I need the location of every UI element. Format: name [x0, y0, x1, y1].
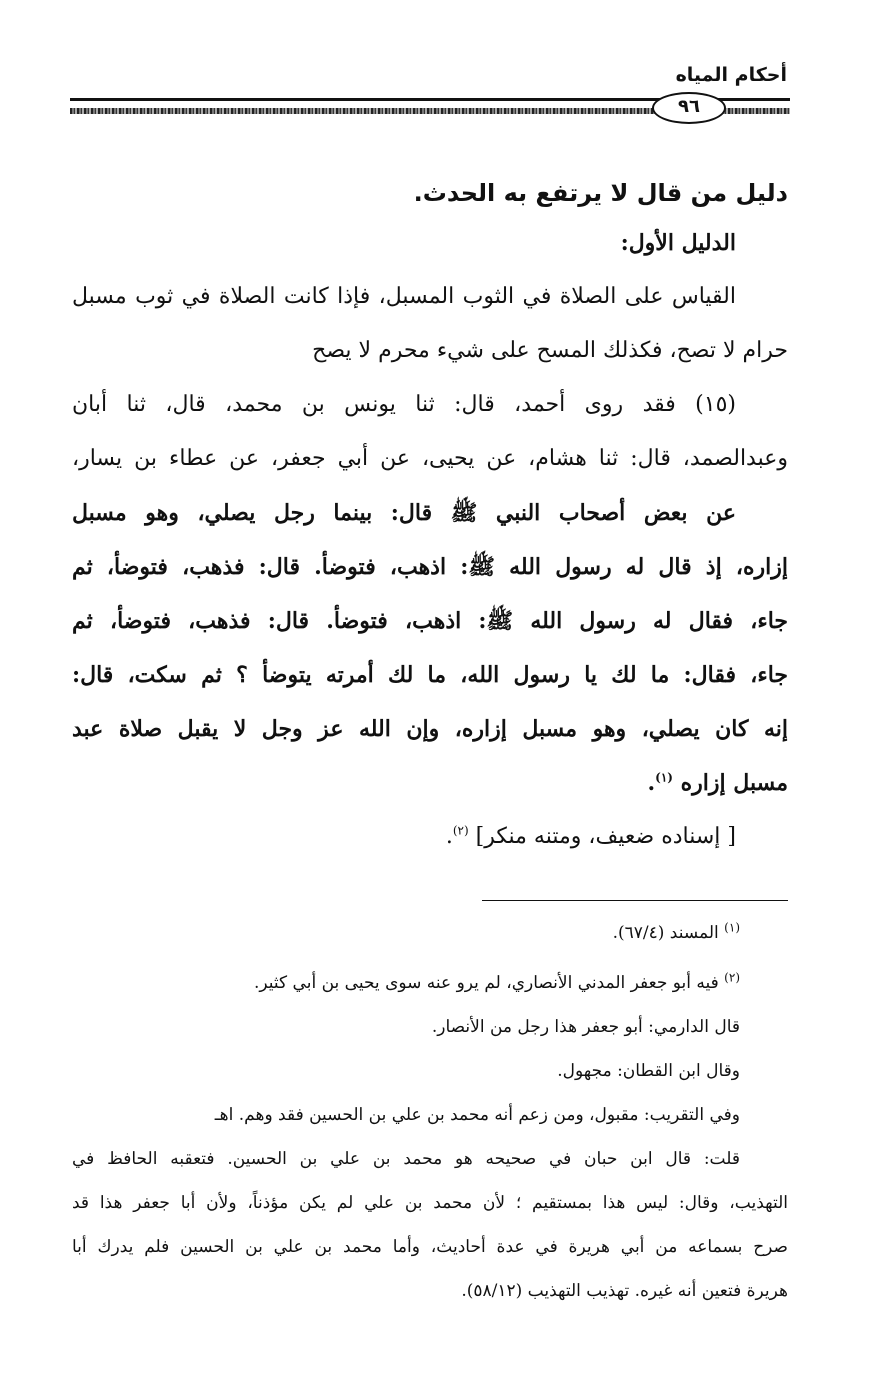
sub-heading: الدليل الأول: — [620, 230, 736, 256]
section-heading: دليل من قال لا يرتفع به الحدث. — [413, 179, 788, 207]
hadith-text: مسبل إزاره — [680, 770, 788, 796]
hadith-line: إنه كان يصلي، وهو مسبل إزاره، وإن الله عز وجل لا يقبل صلاة عبد — [72, 716, 788, 742]
page-number: ٩٦ — [652, 92, 726, 124]
footnote-mark: (١) — [724, 920, 740, 935]
hadith-line: إزاره، إذ قال له رسول الله ﷺ: اذهب، فتوضأ. قال: فذهب، فتوضأ، ثم — [72, 554, 788, 580]
footnote-ref-2: (٢) — [452, 823, 469, 838]
footnote-2 — [72, 968, 788, 1000]
footnote-text: فيه أبو جعفر المدني الأنصاري، لم يرو عنه سوى يحيى بن أبي كثير. — [254, 973, 719, 993]
footnote-line: وفي التقريب: مقبول، ومن زعم أنه محمد بن علي بن الحسين فقد وهم. اهـ — [214, 1105, 740, 1125]
footnote-1 — [72, 918, 788, 950]
hadith-line-last — [72, 766, 788, 802]
grading-line — [72, 820, 788, 856]
footnote-line: وقال ابن القطان: مجهول. — [557, 1061, 740, 1081]
footnote-mark: (٢) — [724, 970, 740, 985]
hadith-line: جاء، فقال: ما لك يا رسول الله، ما لك أمرته يتوضأ ؟ ثم سكت، قال: — [72, 662, 788, 688]
grading-text: [ إسناده ضعيف، ومتنه منكر] — [475, 824, 736, 849]
isnad-line: (١٥) فقد روى أحمد، قال: ثنا يونس بن محمد، قال، ثنا أبان — [72, 392, 736, 417]
footnote-text: المسند (٦٧/٤). — [612, 923, 719, 943]
paragraph-line: حرام لا تصح، فكذلك المسح على شيء محرم لا يصح — [312, 338, 788, 363]
period: . — [445, 824, 453, 849]
footnote-line: قال الدارمي: أبو جعفر هذا رجل من الأنصار. — [431, 1017, 740, 1037]
footnote-ref-1: (١) — [655, 770, 673, 785]
footnote-line: قلت: قال ابن حبان في صحيحه هو محمد بن علي بن الحسين. فتعقبه الحافظ في — [72, 1149, 740, 1169]
footnote-separator — [482, 900, 788, 901]
footnote-line: التهذيب، وقال: ليس هذا بمستقيم ؛ لأن محمد بن علي لم يكن مؤذناً، ولأن أبا جعفر هذا قد — [72, 1193, 788, 1213]
period: . — [647, 770, 656, 796]
isnad-line: وعبدالصمد، قال: ثنا هشام، عن يحيى، عن أبي جعفر، عن عطاء بن يسار، — [72, 446, 788, 471]
hadith-line: عن بعض أصحاب النبي ﷺ قال: بينما رجل يصلي، وهو مسبل — [72, 500, 736, 526]
hadith-line: جاء، فقال له رسول الله ﷺ: اذهب، فتوضأ. قال: فذهب، فتوضأ، ثم — [72, 608, 788, 634]
footnote-line: هريرة فتعين أنه غيره. تهذيب التهذيب (٥٨/١٢). — [461, 1281, 788, 1301]
running-title: أحكام المياه — [675, 64, 787, 86]
paragraph-line: القياس على الصلاة في الثوب المسبل، فإذا كانت الصلاة في ثوب مسبل — [72, 284, 736, 309]
footnote-line: صرح بسماعه من أبي هريرة في عدة أحاديث، وأما محمد بن علي بن الحسين فلم يدرك أبا — [72, 1237, 788, 1257]
